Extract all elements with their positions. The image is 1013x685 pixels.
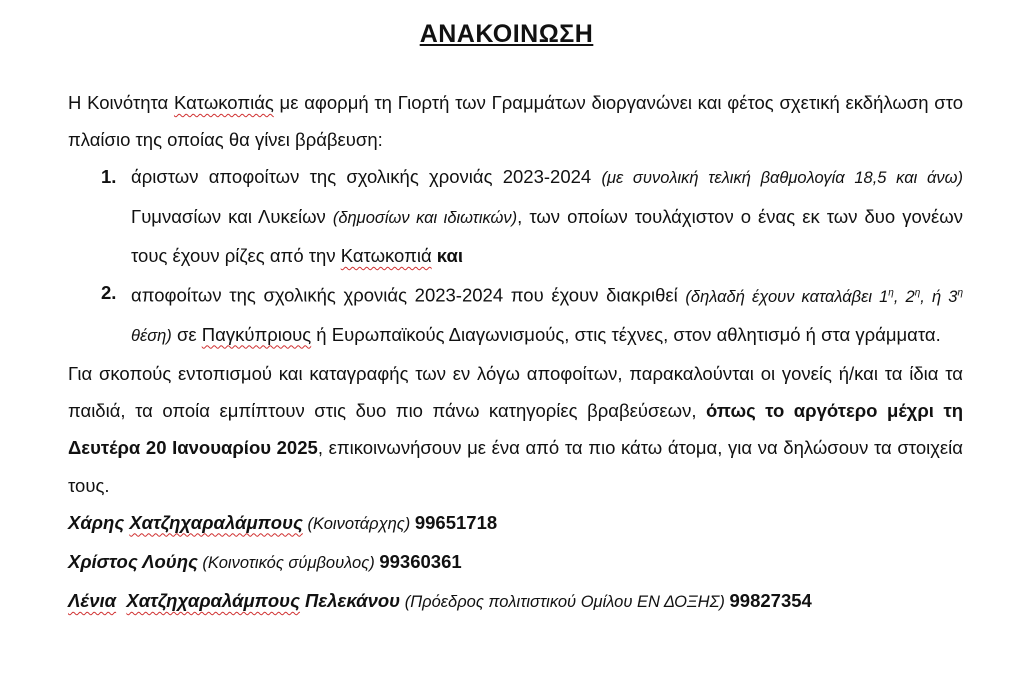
list-number: 2. (101, 282, 117, 304)
ordinal-sup: η (888, 287, 894, 299)
item-text: ή Ευρωπαϊκούς Διαγωνισμούς, στις τέχνες, στον αθλητισμό ή στα γράμματα. (311, 323, 941, 345)
announcement-body (68, 84, 963, 621)
contact-role: (Κοινοτάρχης) (302, 514, 415, 533)
ordinal-sup: η (957, 287, 963, 299)
contact-name (68, 590, 400, 611)
contact-line (68, 543, 963, 582)
contact-phone: 99827354 (729, 590, 812, 612)
contact-last-name: Χατζηχαραλάμπους (126, 590, 300, 612)
contact-name: Χρίστος Λούης (68, 550, 198, 572)
deadline-text: όπως το αργότερο μέχρι τη Δευτέρα 20 Ιανουαρίου 2025 (68, 400, 963, 459)
item-note: (δημοσίων και ιδιωτικών) (332, 208, 518, 227)
list-item (68, 158, 963, 274)
request-text-1: Για σκοπούς εντοπισμού και καταγραφής των εν λόγω αποφοίτων, παρακαλούνται οι γονείς ή/και τα ίδια τα παιδιά, τα οποία εμπίπτουν στις δυο πιο πάνω κατηγορίες βραβεύσεων, (68, 362, 963, 422)
item-note: (με συνολική τελική βαθμολογία 18,5 και άνω) (601, 169, 963, 188)
item-text: και (431, 244, 464, 266)
ordinal-sup: η (914, 287, 921, 299)
contact-name (68, 512, 303, 533)
contact-first-name: Χάρης (68, 511, 130, 533)
contact-surname-extra: Πελεκάνου (299, 590, 401, 612)
item-text: άριστων αποφοίτων της σχολικής χρονιάς 2023-2024 (131, 166, 602, 188)
intro-village: Κατωκοπιάς (173, 92, 274, 113)
intro-text-1: Η Κοινότητα (68, 92, 174, 113)
intro-text-2: με αφορμή τη Γιορτή των Γραμμάτων διοργανώνει και φέτος σχετική εκδήλωση στο πλαίσιο της οποίας θα γίνει βράβευση: (68, 92, 963, 151)
note-part: θέση) (131, 326, 172, 345)
contact-last-name: Χατζηχαραλάμπους (129, 511, 303, 533)
list-item (68, 274, 963, 355)
contact-phone: 99360361 (379, 550, 462, 572)
note-part: (δηλαδή έχουν καταλάβει 1 (685, 287, 889, 306)
item-text: σε (171, 323, 202, 345)
item-village: Κατωκοπιά (340, 244, 432, 266)
contact-phone: 99651718 (414, 511, 498, 533)
contact-role: (Πρόεδρος πολιτιστικού Ομίλου ΕΝ ΔΟΞΗΣ) (400, 593, 730, 612)
contact-role: (Κοινοτικός σύμβουλος) (197, 553, 380, 572)
note-part: , ή 3 (920, 287, 958, 306)
item-text: Γυμνασίων και Λυκείων (131, 205, 333, 227)
list-number: 1. (101, 166, 117, 188)
item-text: αποφοίτων της σχολικής χρονιάς 2023-2024 που έχουν διακριθεί (131, 284, 686, 306)
intro-paragraph (68, 84, 963, 158)
note-part: , 2 (893, 287, 915, 306)
item-competition: Παγκύπριους (201, 323, 312, 345)
item-text: , των οποίων τουλάχιστον ο ένας εκ των δυο γονέων τους έχουν ρίζες από την (131, 205, 963, 266)
contact-line (68, 582, 963, 621)
contact-first-name: Λένια (68, 590, 117, 612)
award-categories-list (68, 158, 963, 355)
request-text-2: , επικοινωνήσουν με ένα από τα πιο κάτω άτομα, για να δηλώσουν τα στοιχεία τους. (68, 437, 963, 496)
request-paragraph (68, 355, 963, 504)
contact-line (68, 504, 963, 543)
page-title: ΑΝΑΚΟΙΝΩΣΗ (419, 20, 594, 48)
